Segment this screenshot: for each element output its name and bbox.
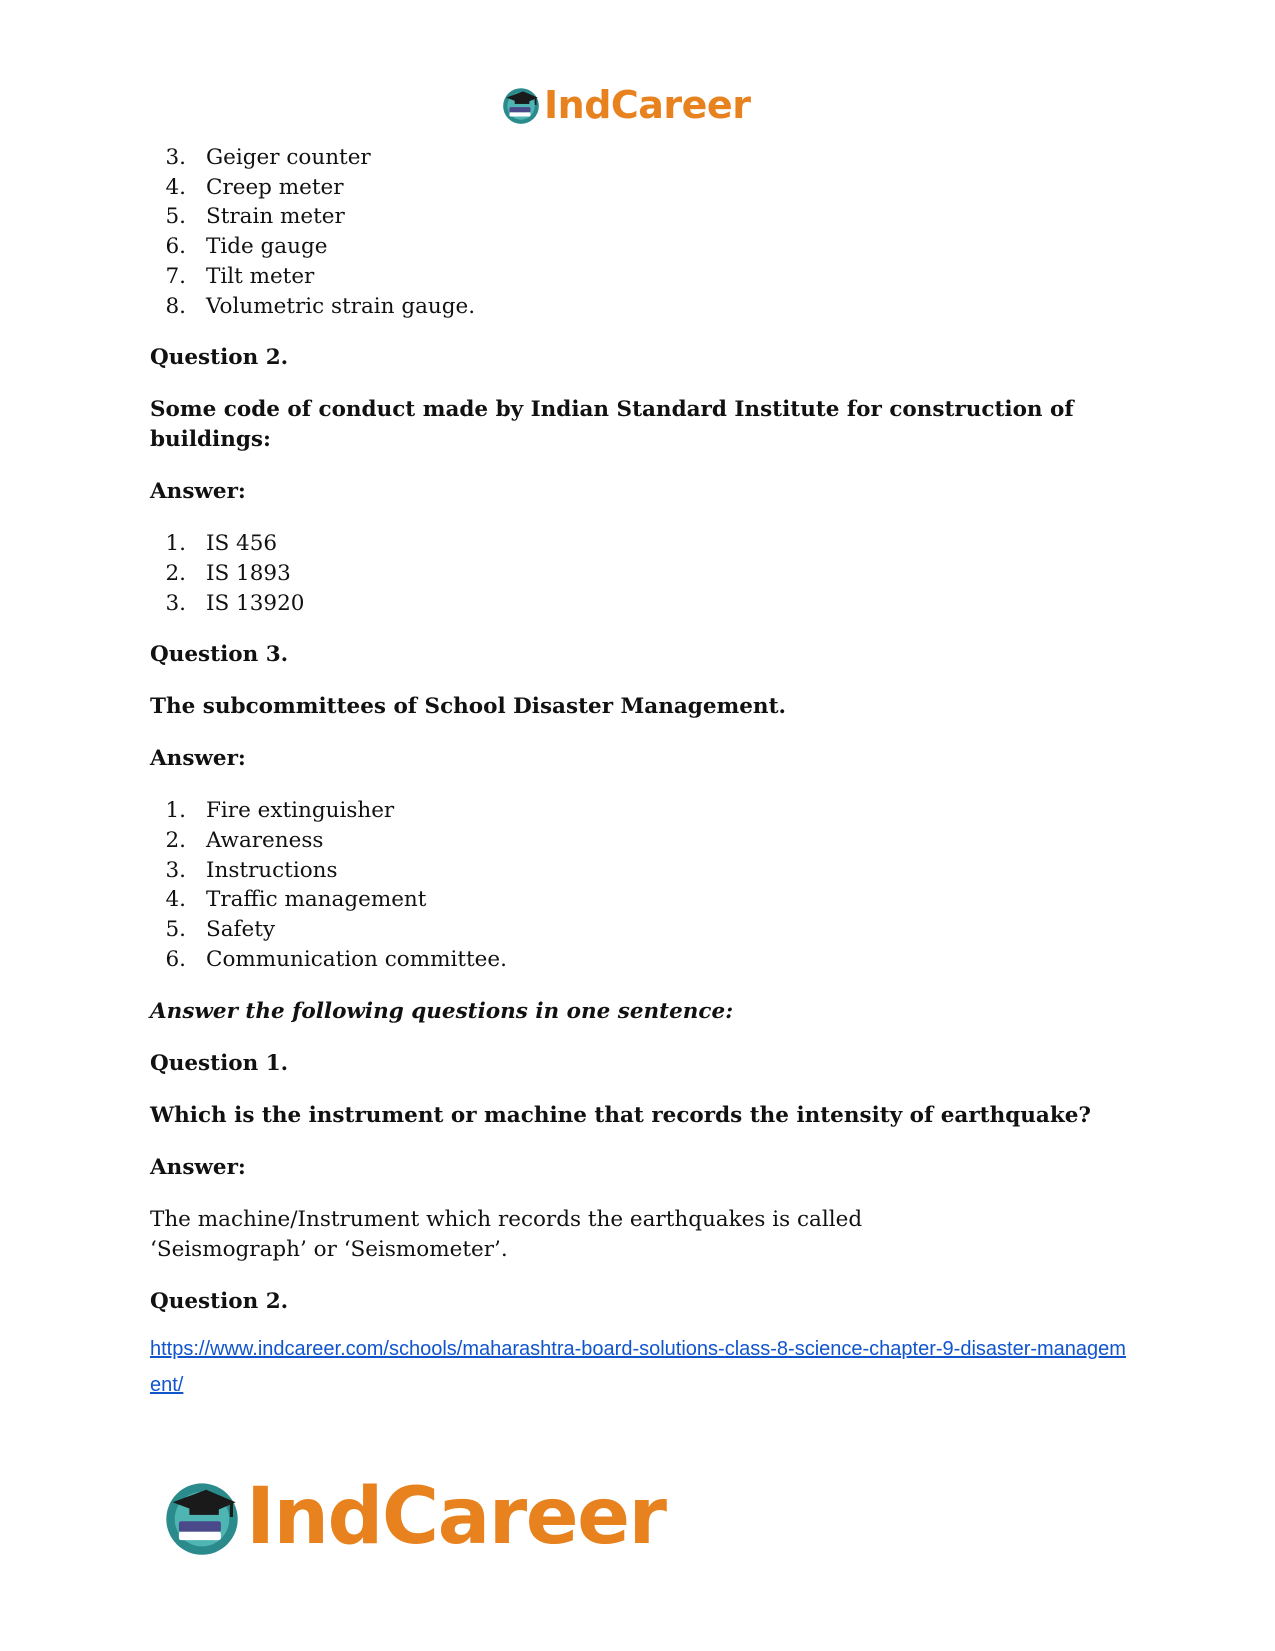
question-text: Some code of conduct made by Indian Standard Institute for construction of buildings:	[150, 397, 1074, 453]
list-item: 5. Strain meter	[165, 204, 345, 230]
subcommittee-list	[150, 796, 1130, 974]
list-item: 5. Safety	[165, 917, 276, 943]
list-item: 2. IS 1893	[165, 560, 291, 586]
question-label: Question 1.	[150, 1050, 289, 1076]
section-heading: Answer the following questions in one sentence:	[150, 998, 734, 1024]
list-item: 1. IS 456	[165, 531, 278, 557]
logo-wordmark: IndCareer	[544, 83, 751, 127]
graduation-cap-globe-icon	[160, 1475, 244, 1559]
list-item: 4. Traffic management	[165, 887, 427, 913]
list-item: 3. Geiger counter	[165, 145, 371, 170]
question-label: Question 2.	[150, 1288, 289, 1314]
question-label: Question 2.	[150, 345, 289, 371]
list-item: 6. Communication committee.	[165, 946, 507, 972]
answer-text: The machine/Instrument which records the earthquakes is called ‘Seismograph’ or ‘Seismometer’.	[150, 1206, 863, 1262]
source-link[interactable]: https://www.indcareer.com/schools/maharashtra-board-solutions-class-8-science-chapter-9-disaster-management/	[150, 1337, 1126, 1396]
answer-label: Answer:	[150, 479, 246, 505]
main-content	[150, 143, 1130, 1403]
list-item: 1. Fire extinguisher	[165, 798, 395, 824]
instrument-list	[150, 143, 1130, 321]
question-text: Which is the instrument or machine that records the intensity of earthquake?	[150, 1102, 1092, 1128]
question-label: Question 3.	[150, 642, 289, 668]
footer-logo	[160, 1472, 666, 1562]
list-item: 3. Instructions	[165, 857, 338, 883]
list-item: 7. Tilt meter	[165, 263, 315, 289]
question-text: The subcommittees of School Disaster Management.	[150, 694, 786, 720]
list-item: 3. IS 13920	[165, 590, 305, 616]
standards-list	[150, 529, 1130, 618]
header-logo	[500, 80, 750, 130]
list-item: 8. Volumetric strain gauge.	[165, 293, 476, 319]
graduation-cap-globe-icon	[500, 84, 542, 126]
answer-label: Answer:	[150, 746, 246, 772]
list-item: 4. Creep meter	[165, 174, 344, 200]
list-item: 6. Tide gauge	[165, 234, 328, 260]
list-item: 2. Awareness	[165, 828, 324, 854]
logo-wordmark: IndCareer	[246, 1472, 666, 1562]
answer-label: Answer:	[150, 1154, 246, 1180]
